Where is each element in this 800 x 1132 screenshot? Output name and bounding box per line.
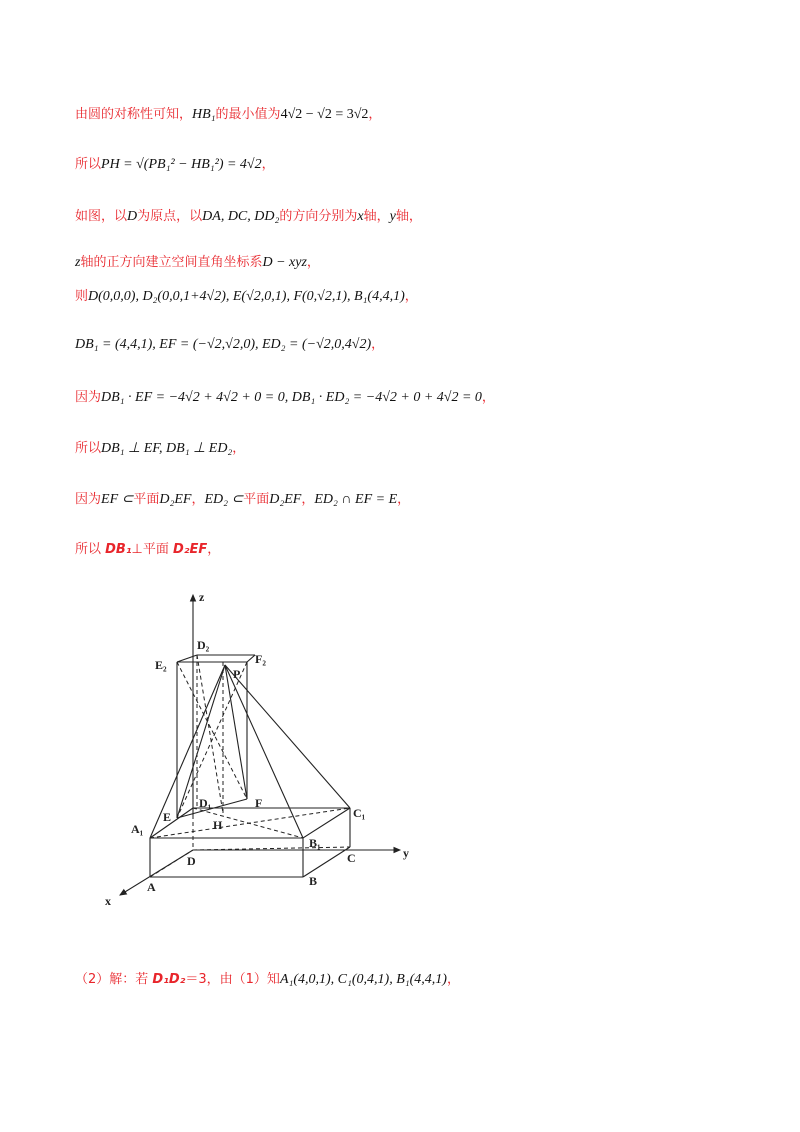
- line-3: 如图，以D为原点，以DA, DC, DD₂的方向分别为x轴，y轴，: [75, 209, 422, 224]
- math: ED₂ ⊂: [204, 492, 244, 507]
- label-y: y: [403, 846, 409, 860]
- label-F: F: [255, 796, 263, 810]
- math: y: [389, 209, 396, 224]
- label-H: H: [213, 818, 223, 832]
- label-C: C: [347, 851, 356, 865]
- line-8: 所以DB₁ ⊥ EF, DB₁ ⊥ ED₂，: [75, 441, 246, 456]
- math: D₁D₂: [152, 972, 186, 987]
- line-4: z轴的正方向建立空间直角坐标系D − xyz，: [75, 255, 320, 270]
- line-10: 所以 DB₁⊥平面 D₂EF，: [75, 542, 221, 557]
- label-E: E: [163, 810, 172, 824]
- label-P: P: [233, 667, 241, 681]
- math: D − xyz: [262, 255, 307, 270]
- pyramid-edge: [225, 665, 247, 799]
- label-A1: A₁: [131, 822, 144, 836]
- line-1: 由圆的对称性可知，HB₁的最小值为4√2 − √2 = 3√2，: [75, 107, 382, 122]
- math: EF ⊂: [101, 492, 134, 507]
- math: DB₁ ⊥ EF, DB₁ ⊥ ED₂: [101, 441, 233, 456]
- math: D(0,0,0), D₂(0,0,1+4√2), E(√2,0,1), F(0,√2,1), B₁(4,4,1): [88, 289, 405, 304]
- math: D₂EF: [173, 542, 208, 557]
- hidden-edge: [177, 662, 247, 818]
- geometry-figure: [95, 585, 425, 915]
- math: DA, DC, DD₂: [202, 209, 280, 224]
- math: DB₁ = (4,4,1), EF = (−√2,√2,0), ED₂ = (−√2,0,4√2): [75, 337, 372, 352]
- pyramid-edge: [225, 665, 303, 838]
- label-x: x: [105, 894, 111, 908]
- math: D: [127, 209, 138, 224]
- hidden-edge: [193, 808, 303, 838]
- math: DB₁ · EF = −4√2 + 4√2 + 0 = 0, DB₁ · ED₂ = −4√2 + 0 + 4√2 = 0: [101, 390, 482, 405]
- math: HB₁: [192, 107, 216, 122]
- pyramid-edge: [225, 665, 350, 808]
- math: x: [357, 209, 364, 224]
- math: D₂EF: [159, 492, 192, 507]
- math: D₂EF: [269, 492, 302, 507]
- label-D1: D₁: [199, 796, 212, 810]
- part2-line: （2）解：若 D₁D₂＝3，由（1）知A₁(4,0,1), C₁(0,4,1), B₁(4,4,1)，: [75, 972, 460, 987]
- label-z: z: [199, 590, 205, 604]
- label-C1: C₁: [353, 806, 366, 820]
- math: ED₂ ∩ EF = E: [314, 492, 398, 507]
- label-A: A: [147, 880, 156, 894]
- label-B1: B₁: [309, 836, 321, 850]
- label-F2: F₂: [255, 652, 266, 666]
- prism-edge: [177, 655, 197, 662]
- line-7: 因为DB₁ · EF = −4√2 + 4√2 + 0 = 0, DB₁ · ED₂ = −4√2 + 0 + 4√2 = 0，: [75, 390, 495, 405]
- line-5: 则D(0,0,0), D₂(0,0,1+4√2), E(√2,0,1), F(0,√2,1), B₁(4,4,1)，: [75, 289, 418, 304]
- label-D: D: [187, 854, 196, 868]
- math: DB₁: [105, 542, 132, 557]
- label-E2: E₂: [155, 658, 167, 672]
- prism-edge: [247, 655, 255, 662]
- hidden-edge: [177, 662, 247, 799]
- math: 4√2 − √2 = 3√2: [280, 107, 369, 122]
- line-2: 所以PH = √(PB₁² − HB₁²) = 4√2，: [75, 157, 275, 172]
- math: PH = √(PB₁² − HB₁²) = 4√2: [101, 157, 262, 172]
- math: A₁(4,0,1), C₁(0,4,1), B₁(4,4,1): [279, 972, 447, 987]
- line-9: 因为EF ⊂平面D₂EF，ED₂ ⊂平面D₂EF，ED₂ ∩ EF = E，: [75, 492, 411, 507]
- label-D2: D₂: [197, 638, 210, 652]
- math: z: [75, 255, 81, 270]
- label-B: B: [309, 874, 318, 888]
- line-6: DB₁ = (4,4,1), EF = (−√2,√2,0), ED₂ = (−√2,0,4√2)，: [75, 337, 385, 352]
- edge: [303, 847, 350, 877]
